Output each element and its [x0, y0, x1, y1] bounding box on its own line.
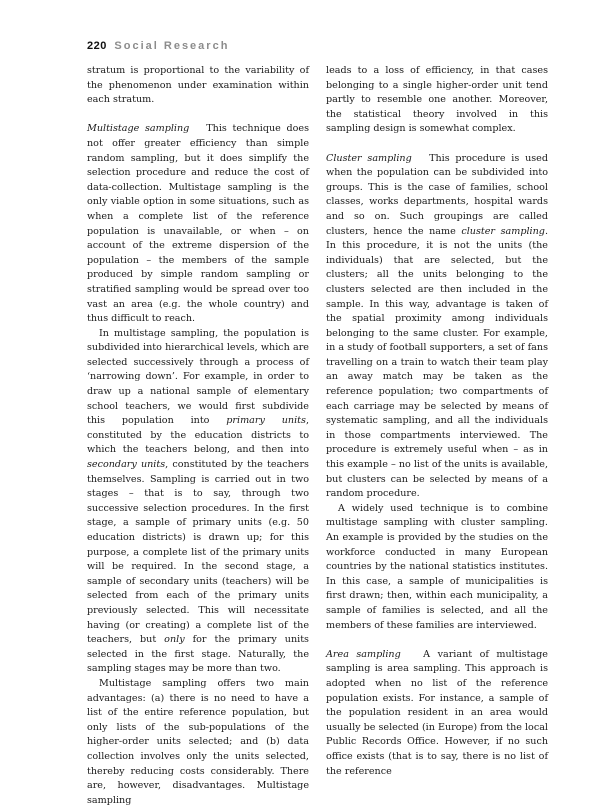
left-column [87, 64, 309, 808]
emphasis: only [164, 634, 185, 646]
section-heading: Area sampling [326, 648, 401, 660]
paragraph: In multistage sampling, the population is subdivided into hierarchical levels, which are selected successively through a process of ‘narrowing down’. For example, in order to draw up a national sample of elementary school teachers, we would first subdivide this population into primary units, constituted by the education districts to which the teachers belong, and then into secondary units, constituted by the teachers themselves. Sampling is carried out in two stages – that is to say, through two successive selection procedures. In the first stage, a sample of primary units (e.g. 50 education districts) is drawn up; for this purpose, a complete list of the primary units will be required. In the second stage, a sample of secondary units (teachers) will be selected from each of the primary units previously selected. This will necessitate having (or creating) a complete list of the teachers, but only for the primary units selected in the first stage. Naturally, the sampling stages may be more than two. [87, 327, 309, 675]
paragraph-multistage-sampling: Multistage sampling This technique does not offer greater efficiency than simple random sampling, but it does simplify the selection procedure and reduce the cost of data-collection. Multistage sampling is the only viable option in some situations, such as when a complete list of the reference population is unavailable, or when – on account of the extreme dispersion of the population – the members of the sample produced by simple random sampling or stratified sampling would be spread over too vast an area (e.g. the whole country) and thus difficult to reach. [87, 123, 310, 325]
emphasis: secondary units [87, 459, 166, 471]
paragraph: stratum is proportional to the variability of the phenomenon under examination within each stratum. [87, 65, 309, 106]
paragraph: A widely used technique is to combine multistage sampling with cluster sampling. An example is provided by the studies on the workforce conducted in many European countries by the national statistics institutes. In this case, a sample of municipalities is first drawn; then, within each municipality, a sample of families is selected, and all the members of these families are interviewed. [326, 502, 548, 631]
paragraph: Multistage sampling offers two main advantages: (a) there is no need to have a list of the entire reference population, but only lists of the sub-populations of the higher-order units selected; and (b) data collection involves only the units selected, thereby reducing costs considerably. There are, however, disadvantages. Multistage sampling [87, 677, 309, 806]
emphasis: primary units [226, 415, 306, 427]
emphasis: cluster sampling [461, 225, 545, 237]
paragraph: leads to a loss of efficiency, in that cases belonging to a single higher-order unit tend partly to resemble one another. Moreover, the statistical theory involved in this sampling design is somewhat complex. [326, 65, 548, 135]
page-number: 220 [87, 40, 107, 52]
right-column [326, 64, 548, 779]
running-header [87, 40, 229, 52]
section-heading: Cluster sampling [326, 152, 412, 164]
paragraph-area-sampling: Area sampling A variant of multistage sampling is area sampling. This approach is adopted when no list of the reference population exists. For instance, a sample of the population resident in an area would usually be selected (in Europe) from the local Public Records Office. However, if no such office exists (that is to say, there is no list of the reference [326, 648, 548, 777]
section-heading: Multistage sampling [87, 123, 190, 135]
paragraph-cluster-sampling: Cluster sampling This procedure is used when the population can be subdivided into groups. This is the case of families, school classes, works departments, hospital wards and so on. Such groupings are called clusters, hence the name cluster sampling. In this procedure, it is not the units (the individuals) that are selected, but the clusters; all the units belonging to the clusters selected are then included in the sample. In this way, advantage is taken of the spatial proximity among individuals belonging to the same cluster. For example, in a study of football supporters, a set of fans travelling on a train to watch their team play an away match may be taken as the reference population; two compartments of each carriage may be selected by means of systematic sampling, and all the individuals in those compartments interviewed. The procedure is extremely useful when – as in this example – no list of the units is available, but clusters can be selected by means of a random procedure. [326, 152, 548, 500]
running-title: Social Research [114, 40, 230, 52]
